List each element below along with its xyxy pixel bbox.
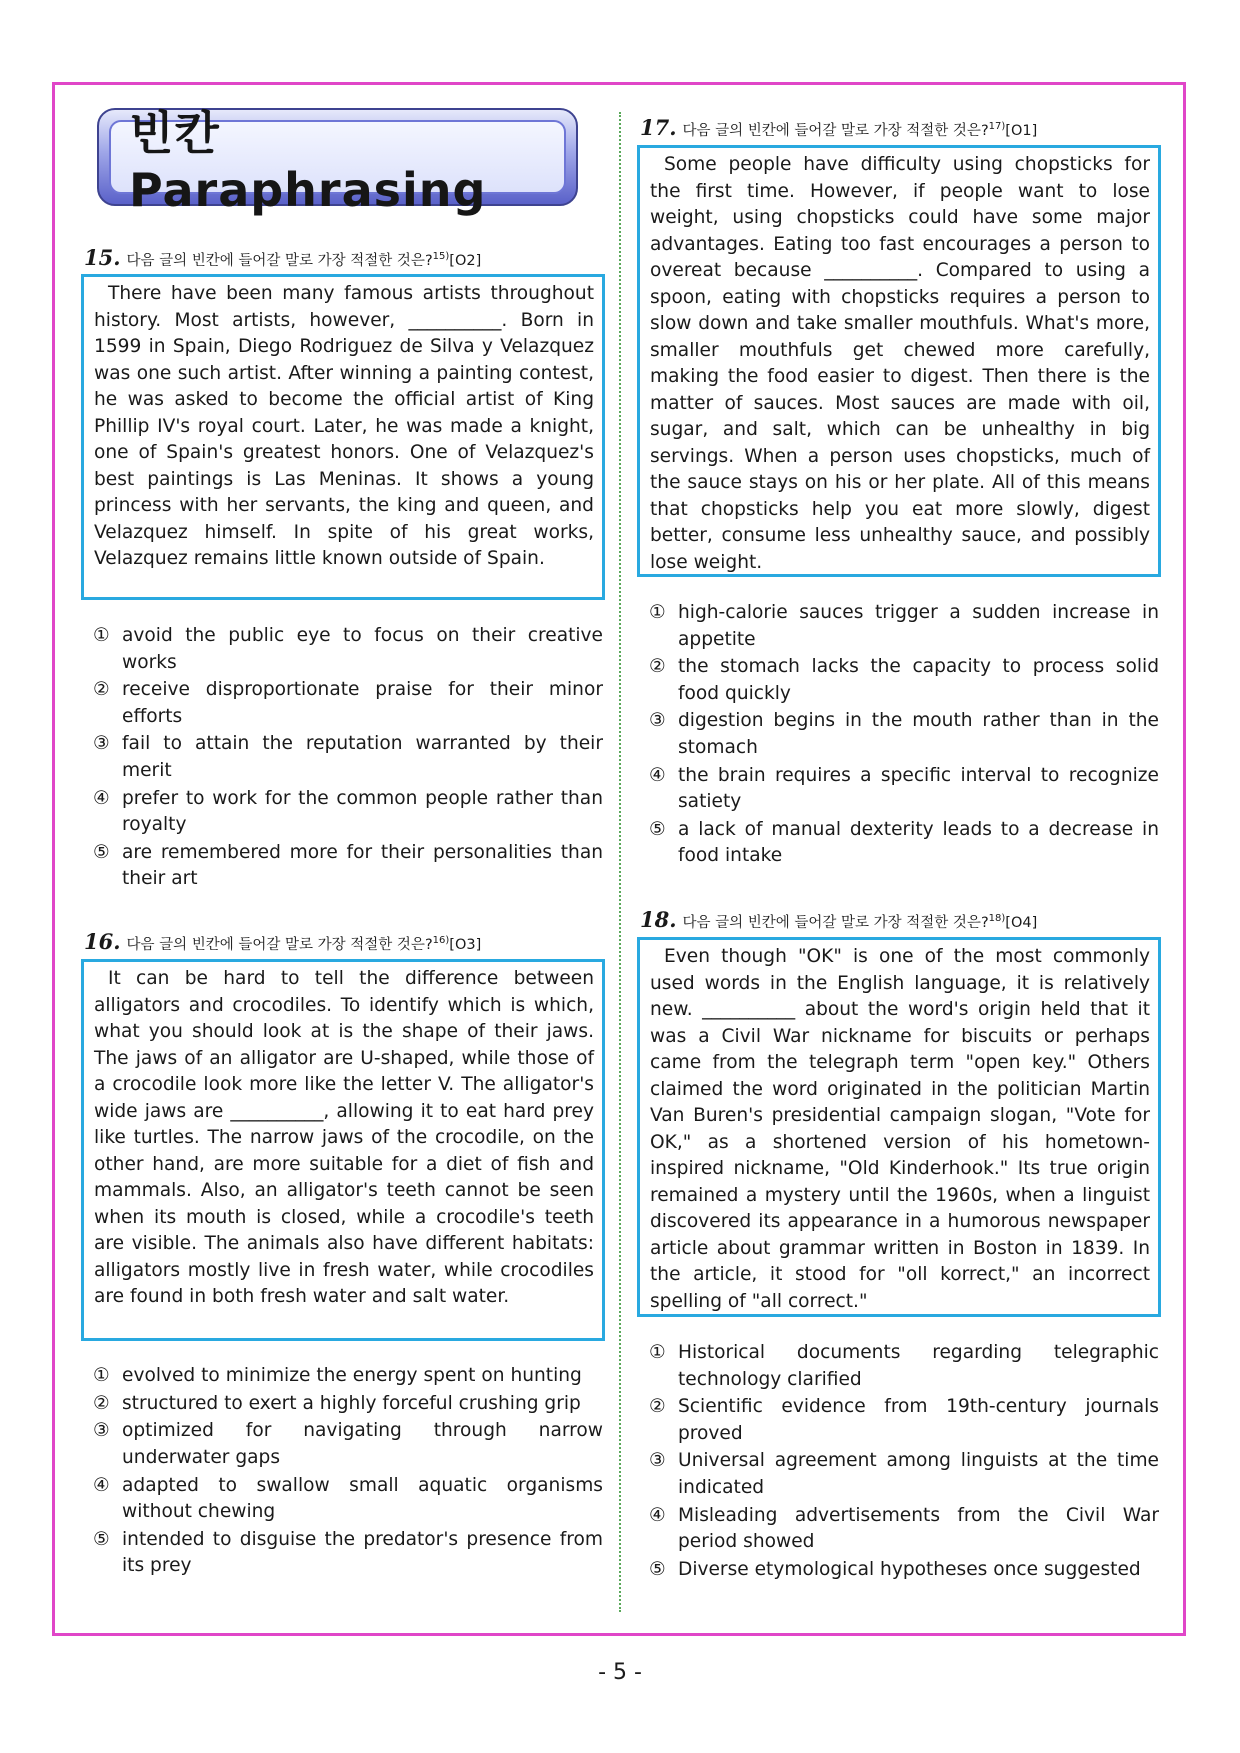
option[interactable]: ③ optimized for navigating through narrow underwater gaps <box>93 1420 603 1468</box>
question-instruction: 다음 글의 빈칸에 들어갈 말로 가장 적절한 것은? <box>126 253 433 269</box>
question-17-options <box>649 600 1159 871</box>
option[interactable]: ② Scientific evidence from 19th-century journals proved <box>649 1396 1159 1444</box>
question-code: $^{16)}$[O3] <box>432 935 482 953</box>
question-16-options <box>93 1363 603 1581</box>
option[interactable]: ① high-calorie sauces trigger a sudden increase in appetite <box>649 602 1159 650</box>
option[interactable]: ② the stomach lacks the capacity to process solid food quickly <box>649 656 1159 704</box>
question-18-header <box>640 907 1037 932</box>
column-divider <box>619 112 621 1612</box>
option[interactable]: ② structured to exert a highly forceful crushing grip <box>93 1392 581 1414</box>
section-title: 빈칸 Paraphrasing <box>129 106 487 217</box>
option[interactable]: ④ Misleading advertisements from the Civil War period showed <box>649 1504 1159 1553</box>
section-banner-inner <box>109 106 566 217</box>
question-15-header <box>84 245 481 270</box>
option[interactable]: ⑤ are remembered more for their personalities than their art <box>93 841 603 890</box>
option[interactable]: ② receive disproportionate praise for their minor efforts <box>93 679 603 727</box>
option[interactable]: ③ digestion begins in the mouth rather than in the stomach <box>649 710 1159 758</box>
question-18-options <box>649 1340 1159 1584</box>
option[interactable]: ③ fail to attain the reputation warranted by their merit <box>93 733 603 781</box>
option[interactable]: ④ the brain requires a specific interval to recognize satiety <box>649 764 1159 813</box>
section-banner <box>97 106 578 217</box>
question-16-header <box>84 929 481 954</box>
question-number: 18. <box>640 907 677 932</box>
option[interactable]: ③ Universal agreement among linguists at the time indicated <box>649 1450 1159 1498</box>
question-number: 15. <box>84 245 121 270</box>
option[interactable]: ① avoid the public eye to focus on their creative works <box>93 625 603 673</box>
question-code: $^{15)}$[O2] <box>432 251 482 269</box>
question-number: 16. <box>84 929 121 954</box>
question-17-header <box>640 115 1037 140</box>
question-code: $^{18)}$[O4] <box>988 913 1038 931</box>
option[interactable]: ⑤ a lack of manual dexterity leads to a decrease in food intake <box>649 818 1159 867</box>
option[interactable]: ④ adapted to swallow small aquatic organisms without chewing <box>93 1474 603 1523</box>
option[interactable]: ① Historical documents regarding telegraphic technology clarified <box>649 1342 1159 1390</box>
page-number: - 5 - <box>598 1660 642 1685</box>
question-16-passage: It can be hard to tell the difference between alligators and crocodiles. To identify which is which, what you should look at is the shape of their jaws. The jaws of an alligator are U-shaped, while those of a crocodile look more like the letter V. The alligator's wide jaws are __________, allowing it to eat hard prey like turtles. The narrow jaws of the crocodile, on the other hand, are more suitable for a diet of fish and mammals. Also, an alligator's teeth cannot be seen when its mouth is closed, while a crocodile's teeth are visible. The animals also have different habitats: alligators mostly live in fresh water, while crocodiles are found in both fresh water and salt water. <box>81 959 605 1341</box>
option[interactable]: ① evolved to minimize the energy spent on hunting <box>93 1365 582 1386</box>
question-17-passage: Some people have difficulty using chopsticks for the first time. However, if people want to lose weight, using chopsticks could have some major advantages. Eating too fast encourages a person to overeat because __________. Compared to using a spoon, eating with chopsticks requires a person to slow down and take smaller mouthfuls. What's more, smaller mouthfuls get chewed more carefully, making the food easier to digest. Then there is the matter of sauces. Most sauces are made with oil, sugar, and salt, which can be unhealthy in big servings. When a person uses chopsticks, much of the sauce stays on his or her plate. All of this means that chopsticks help you eat more slowly, digest better, consume less unhealthy sauce, and possibly lose weight. <box>637 145 1161 577</box>
question-15-options <box>93 623 603 894</box>
question-number: 17. <box>640 115 677 140</box>
question-15-passage: There have been many famous artists throughout history. Most artists, however, __________. Born in 1599 in Spain, Diego Rodriguez de Silva y Velazquez was one such artist. After winning a painting contest, he was asked to become the official artist of King Phillip IV's royal court. Later, he was made a knight, one of Spain's greatest honors. One of Velazquez's best paintings is Las Meninas. It shows a young princess with her servants, the king and queen, and Velazquez himself. In spite of his great works, Velazquez remains little known outside of Spain. <box>81 274 605 600</box>
option[interactable]: ⑤ Diverse etymological hypotheses once suggested <box>649 1558 1141 1580</box>
question-instruction: 다음 글의 빈칸에 들어갈 말로 가장 적절한 것은? <box>126 937 433 953</box>
option[interactable]: ④ prefer to work for the common people rather than royalty <box>93 787 603 836</box>
question-instruction: 다음 글의 빈칸에 들어갈 말로 가장 적절한 것은? <box>682 915 989 931</box>
option[interactable]: ⑤ intended to disguise the predator's presence from its prey <box>93 1528 603 1577</box>
question-instruction: 다음 글의 빈칸에 들어갈 말로 가장 적절한 것은? <box>682 123 989 139</box>
question-code: $^{17)}$[O1] <box>988 121 1038 139</box>
question-18-passage: Even though "OK" is one of the most commonly used words in the English language, it is relatively new. __________ about the word's origin held that it was a Civil War nickname for biscuits or perhaps came from the telegraph term "open key." Others claimed the word originated in the politician Martin Van Buren's presidential campaign slogan, "Vote for OK," as a shortened version of his hometown-inspired nickname, "Old Kinderhook." Its true origin remained a mystery until the 1960s, when a linguist discovered its appearance in a humorous newspaper article about grammar written in Boston in 1839. In the article, it stood for "oll korrect," an incorrect spelling of "all correct." <box>637 937 1161 1317</box>
